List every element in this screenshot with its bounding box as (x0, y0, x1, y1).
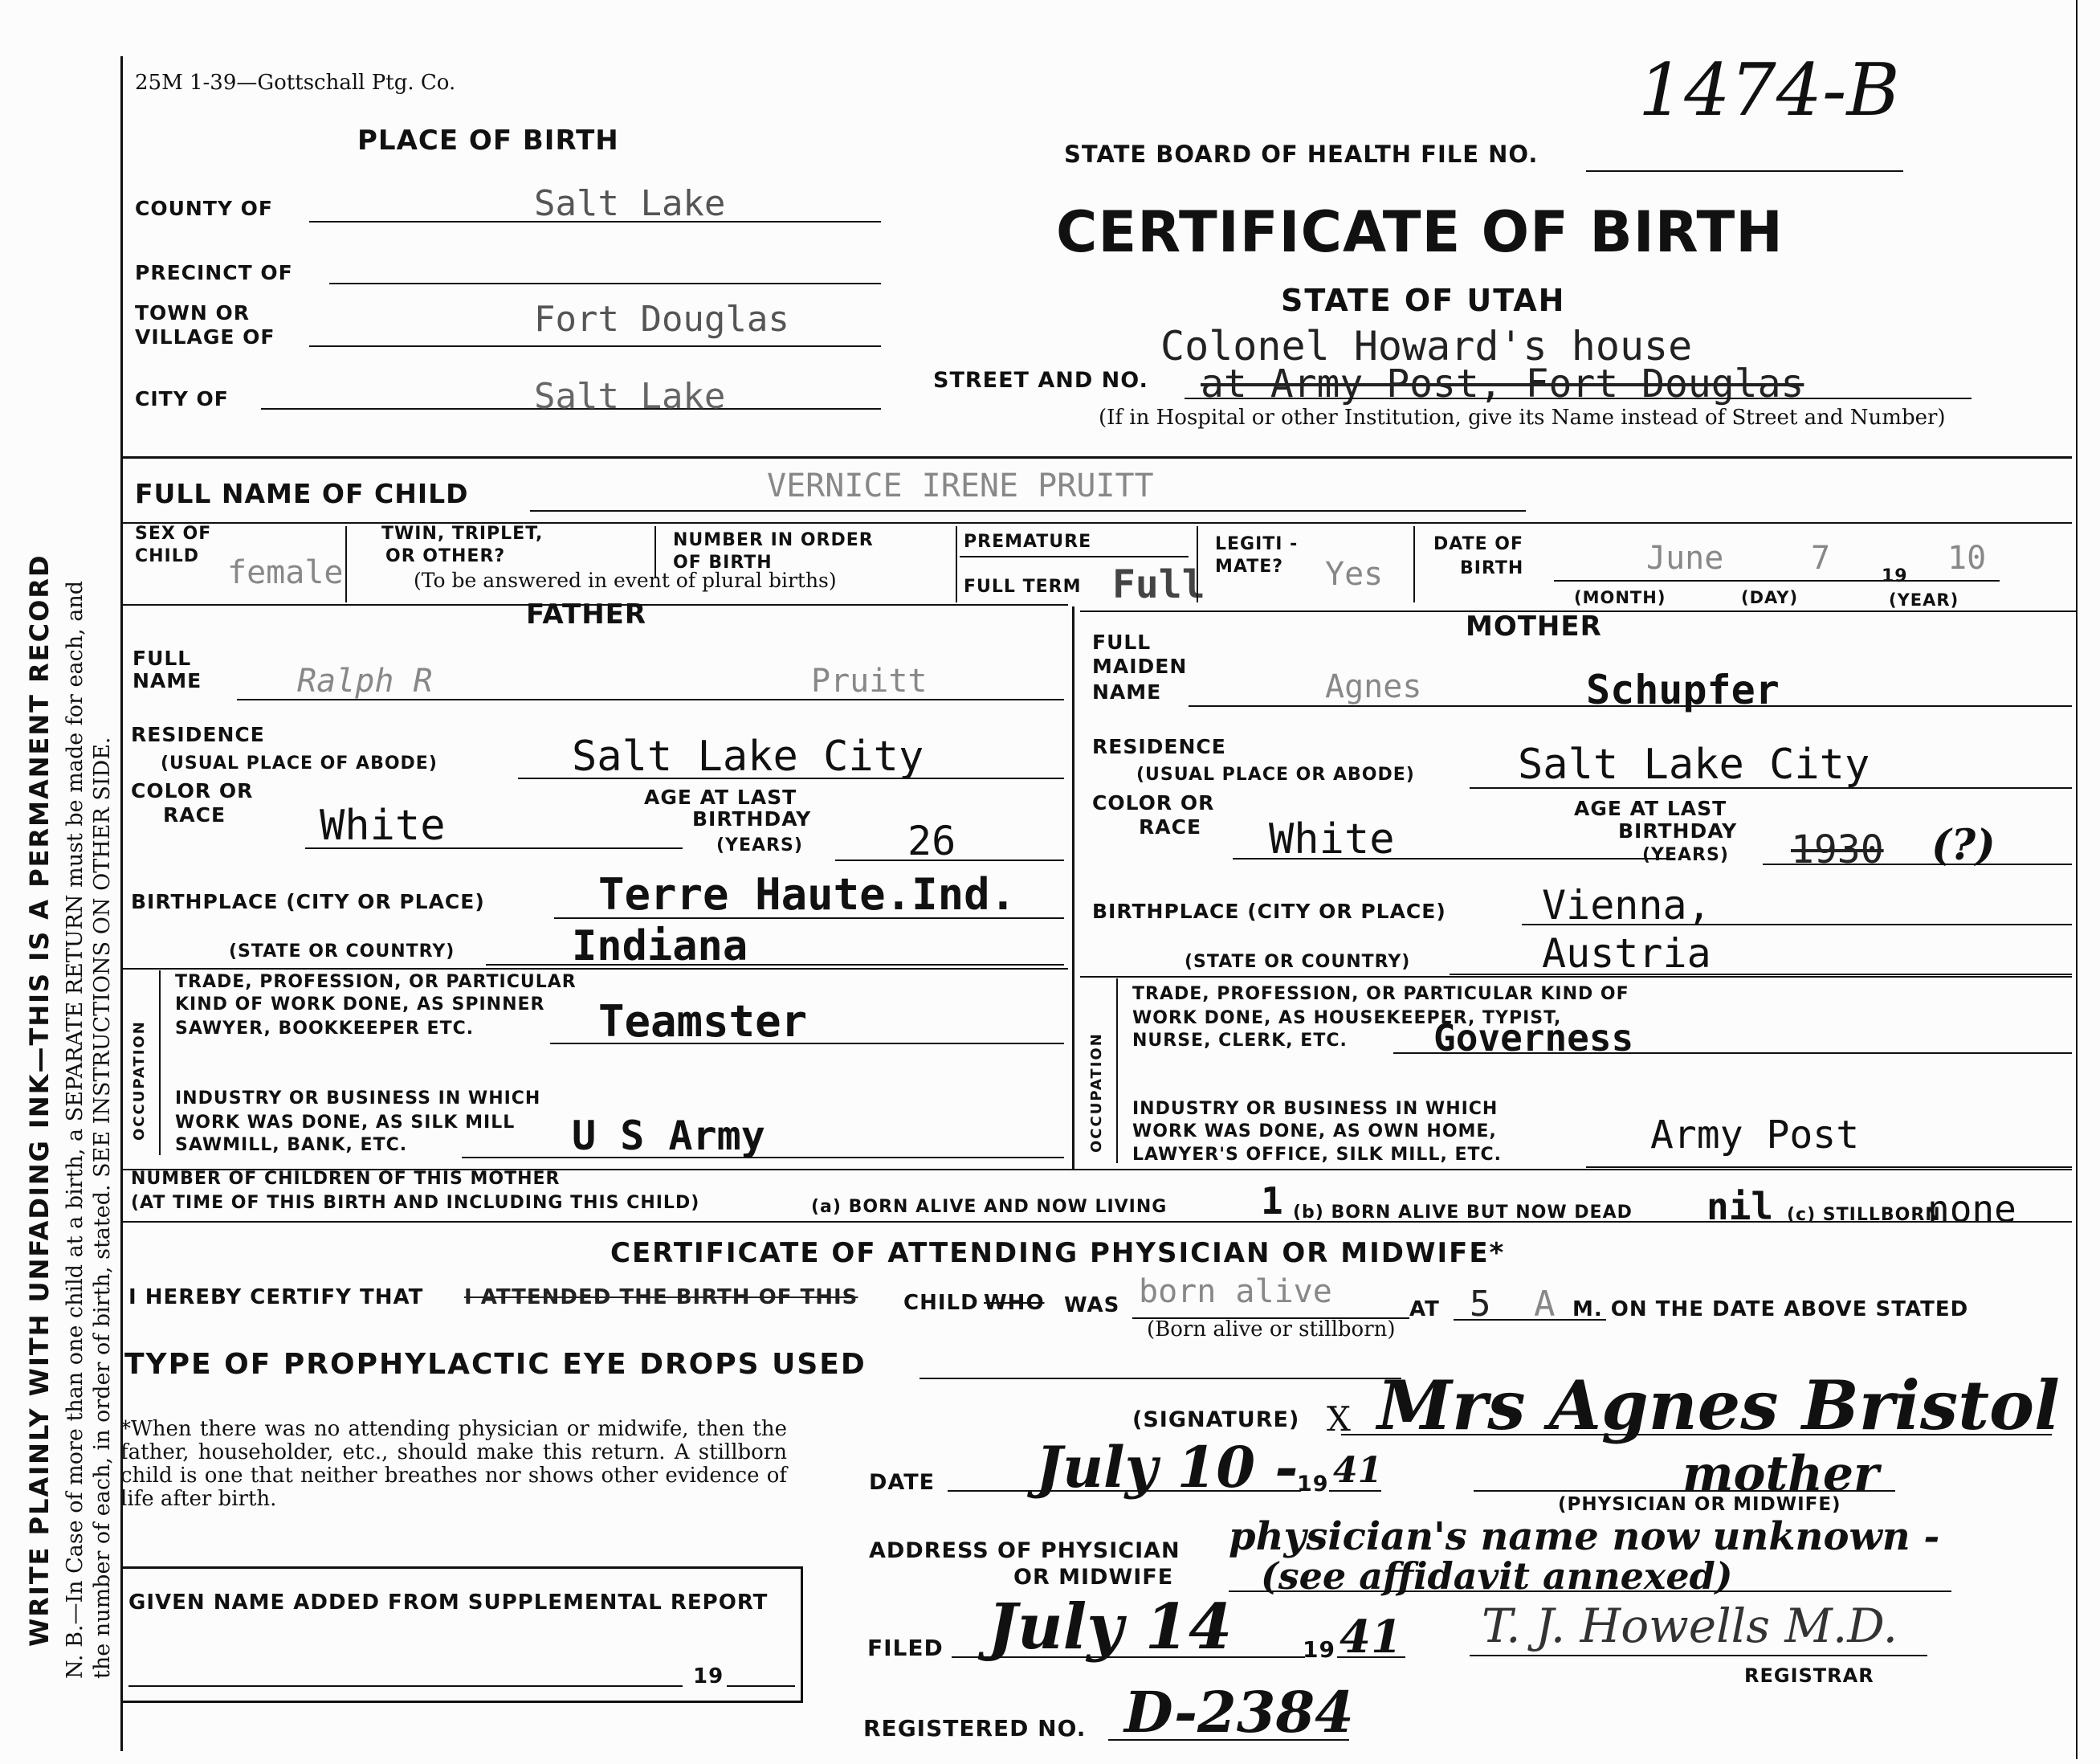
children-a-value: 1 (1261, 1179, 1283, 1223)
mother-industry-label-2: WORK WAS DONE, AS OWN HOME, (1132, 1121, 1497, 1141)
children-c-value: none (1927, 1187, 2016, 1231)
address-value-1: physician's name now unknown - (1229, 1514, 1940, 1559)
date-year: 41 (1333, 1450, 1383, 1491)
father-first-name: Ralph R (297, 663, 433, 700)
full-name-label: FULL NAME OF CHILD (135, 478, 469, 509)
mother-full-label-2: MAIDEN (1092, 655, 1188, 678)
supplemental-year-line (727, 1685, 795, 1687)
legit-label-2: MATE? (1215, 557, 1284, 577)
mother-color-label-1: COLOR OR (1092, 791, 1215, 815)
mother-state-value: Austria (1542, 930, 1711, 977)
registered-no-value: D-2384 (1124, 1679, 1354, 1746)
attending-heading: CERTIFICATE OF ATTENDING PHYSICIAN OR MIDWIFE* (610, 1237, 1506, 1269)
mother-trade-label-1: TRADE, PROFESSION, OR PARTICULAR KIND OF (1132, 984, 1629, 1004)
premature-line (960, 556, 1189, 557)
mother-birthplace-label: BIRTHPLACE (CITY OR PLACE) (1092, 900, 1446, 923)
registered-no-label: REGISTERED NO. (863, 1715, 1087, 1742)
town-value: Fort Douglas (534, 299, 789, 340)
year-label: (YEAR) (1889, 590, 1959, 610)
father-age-value: 26 (907, 818, 956, 864)
children-label-2: (AT TIME OF THIS BIRTH AND INCLUDING THIS CHILD) (131, 1193, 700, 1213)
term-value: Full (1112, 562, 1205, 607)
state-board-line (1586, 170, 1903, 172)
printer-mark: 25M 1-39—Gottschall Ptg. Co. (135, 71, 456, 95)
date-label: DATE (869, 1470, 936, 1495)
father-industry-label-1: INDUSTRY OR BUSINESS IN WHICH (175, 1088, 541, 1109)
children-a-label: (a) BORN ALIVE AND NOW LIVING (811, 1197, 1168, 1217)
father-industry-label-3: SAWMILL, BANK, ETC. (175, 1135, 408, 1155)
twin-label-2: OR OTHER? (385, 546, 506, 566)
am-mark: A (1534, 1284, 1556, 1325)
father-age-label-1: AGE AT LAST (644, 786, 797, 809)
filed-value: July 14 (988, 1590, 1233, 1664)
address-line (1229, 1590, 1951, 1592)
born-status-value: born alive (1139, 1273, 1332, 1310)
father-trade-value: Teamster (598, 996, 808, 1047)
order-label-2: OF BIRTH (673, 553, 773, 573)
children-b-label: (b) BORN ALIVE BUT NOW DEAD (1293, 1203, 1633, 1223)
sep-term (1197, 526, 1198, 602)
father-heading: FATHER (526, 598, 647, 631)
mother-trade-label-3: NURSE, CLERK, ETC. (1132, 1031, 1348, 1051)
filed-year: 41 (1340, 1611, 1402, 1664)
mother-heading: MOTHER (1466, 610, 1602, 643)
father-residence-label: RESIDENCE (131, 723, 265, 746)
father-last-name: Pruitt (811, 663, 928, 700)
mother-age-label-3: (YEARS) (1642, 845, 1729, 865)
mother-residence-value: Salt Lake City (1518, 741, 1870, 789)
day-label: (DAY) (1741, 588, 1799, 607)
filed-year-prefix: 19 (1303, 1636, 1335, 1663)
place-of-birth-heading: PLACE OF BIRTH (357, 125, 619, 157)
certify-struck: I ATTENDED THE BIRTH OF THIS (464, 1285, 858, 1309)
mother-color-value: White (1269, 815, 1395, 864)
date-year-prefix: 19 (1297, 1472, 1329, 1497)
file-number-handwritten: 1474-B (1638, 48, 1900, 133)
role-label: (PHYSICIAN OR MIDWIFE) (1558, 1494, 1841, 1515)
dob-year: 10 (1947, 540, 1987, 577)
plural-note: (To be answered in event of plural births) (414, 569, 837, 592)
divider-place (120, 456, 2072, 459)
children-c-label: (c) STILLBORN (1787, 1205, 1941, 1225)
dob-day: 7 (1811, 540, 1831, 577)
father-industry-value: U S Army (572, 1113, 765, 1159)
eye-drops-line (920, 1378, 1401, 1379)
father-state-label: (STATE OR COUNTRY) (229, 941, 455, 962)
certify-text-2: CHILD (903, 1291, 979, 1315)
mother-trade-label-2: WORK DONE, AS HOUSEKEEPER, TYPIST, (1132, 1008, 1562, 1028)
precinct-label: PRECINCT OF (135, 261, 293, 284)
legit-value: Yes (1325, 556, 1384, 593)
mother-industry-label-1: INDUSTRY OR BUSINESS IN WHICH (1132, 1099, 1499, 1119)
mother-birthplace-value: Vienna, (1542, 882, 1711, 929)
father-full-label-1: FULL (133, 647, 192, 670)
father-birthplace-label: BIRTHPLACE (CITY OR PLACE) (131, 890, 485, 913)
date-value: July 10 - (1036, 1434, 1299, 1501)
street-struck: at Army Post, Fort Douglas (1201, 361, 1804, 406)
full-name-line (530, 510, 1526, 512)
filed-year-line (1337, 1656, 1405, 1658)
full-name-value: VERNICE IRENE PRUITT (767, 468, 1154, 504)
father-residence-value: Salt Lake City (572, 733, 924, 781)
signature-label: (SIGNATURE) (1132, 1407, 1300, 1432)
father-residence-sub: (USUAL PLACE OF ABODE) (161, 753, 438, 774)
date-year-line (1329, 1490, 1381, 1492)
mother-age-label-2: BIRTHDAY (1618, 819, 1738, 843)
street-inserted: Colonel Howard's house (1160, 323, 1693, 370)
mother-industry-value: Army Post (1650, 1113, 1860, 1158)
sidebar-permanent-record: WRITE PLAINLY WITH UNFADING INK—THIS IS A PERMANENT RECORD (24, 553, 55, 1647)
at-label: AT (1409, 1297, 1440, 1321)
supplemental-title: GIVEN NAME ADDED FROM SUPPLEMENTAL REPORT (128, 1590, 769, 1615)
mother-industry-line (1586, 1166, 2072, 1168)
mother-residence-sub: (USUAL PLACE OR ABODE) (1136, 765, 1415, 785)
footnote-note: *When there was no attending physician or midwife, then the father, householder, etc., should make this return. A stillborn child is one that neither breathes nor shows other evidence of life after birth. (120, 1417, 787, 1511)
address-label-1: ADDRESS OF PHYSICIAN (869, 1538, 1180, 1563)
dob-year-prefix: 19 (1882, 566, 1908, 586)
supplemental-line (128, 1685, 683, 1687)
street-label: STREET AND NO. (933, 368, 1148, 393)
sep-legit (1413, 526, 1415, 602)
registrar-label: REGISTRAR (1744, 1664, 1874, 1687)
mother-full-label-3: NAME (1092, 680, 1162, 704)
sep-order (956, 526, 957, 602)
address-value-2: (see affidavit annexed) (1261, 1554, 1733, 1598)
mother-age-struck: 1930 (1791, 827, 1884, 872)
precinct-line (329, 283, 881, 284)
father-full-label-2: NAME (133, 669, 202, 692)
mother-full-label-1: FULL (1092, 631, 1152, 654)
mother-first-name: Agnes (1325, 668, 1422, 705)
certify-text-1: I HEREBY CERTIFY THAT (128, 1285, 424, 1309)
county-label: COUNTY OF (135, 197, 274, 220)
divider-children-bottom (120, 1221, 2072, 1223)
town-line (309, 345, 881, 347)
time-suffix: M. ON THE DATE ABOVE STATED (1572, 1297, 1969, 1321)
mother-last-name: Schupfer (1586, 667, 1780, 713)
mother-occupation-vertical: OCCUPATION (1088, 1032, 1105, 1153)
father-trade-label-3: SAWYER, BOOKKEEPER ETC. (175, 1019, 475, 1039)
father-occ-bar (159, 970, 161, 1155)
eye-drops-label: TYPE OF PROPHYLACTIC EYE DROPS USED (124, 1348, 867, 1381)
father-color-value: White (320, 802, 446, 850)
father-occupation-vertical: OCCUPATION (131, 1020, 148, 1141)
mother-residence-label: RESIDENCE (1092, 735, 1226, 758)
dob-label-2: BIRTH (1460, 558, 1524, 578)
role-value: mother (1682, 1446, 1879, 1502)
sex-label-2: CHILD (135, 546, 200, 566)
mother-age-note: (?) (1931, 821, 1996, 870)
father-color-label-2: RACE (163, 803, 226, 827)
mother-state-label: (STATE OR COUNTRY) (1185, 952, 1411, 972)
registrar-signature: T. J. Howells M.D. (1482, 1599, 1898, 1653)
city-label: CITY OF (135, 387, 229, 410)
born-status-sub: (Born alive or stillborn) (1147, 1317, 1396, 1341)
sep-sex (345, 526, 347, 602)
state-board-label: STATE BOARD OF HEALTH FILE NO. (1064, 141, 1539, 168)
children-b-value: nil (1707, 1185, 1774, 1228)
street-line (1185, 398, 1972, 399)
mother-trade-value: Governess (1433, 1016, 1634, 1060)
month-label: (MONTH) (1574, 588, 1666, 607)
right-border (2076, 0, 2078, 1759)
street-note: (If in Hospital or other Institution, give its Name instead of Street and Number) (1099, 406, 1946, 430)
city-value: Salt Lake (534, 376, 726, 417)
father-birthplace-value: Terre Haute.Ind. (598, 869, 1017, 920)
legit-label-1: LEGITI - (1215, 534, 1299, 554)
father-state-value: Indiana (572, 922, 748, 970)
certificate-title: CERTIFICATE OF BIRTH (1056, 199, 1784, 265)
mother-occ-bar (1116, 978, 1118, 1163)
signature-x: X (1327, 1399, 1351, 1439)
time-value: 5 (1470, 1284, 1491, 1325)
sidebar-note-2: the number of each, in order of birth, stated. SEE INSTRUCTIONS ON OTHER SIDE. (90, 737, 115, 1679)
dob-line (1554, 580, 2000, 582)
father-age-label-2: BIRTHDAY (692, 807, 812, 831)
fullterm-label: FULL TERM (964, 577, 1082, 597)
mother-color-label-2: RACE (1139, 815, 1202, 839)
father-trade-label-2: KIND OF WORK DONE, AS SPINNER (175, 994, 545, 1015)
certify-struck-2: WHO (984, 1291, 1045, 1315)
dob-label-1: DATE OF (1433, 534, 1524, 554)
twin-label-1: TWIN, TRIPLET, (381, 524, 544, 544)
father-occ-top (120, 968, 1068, 970)
address-label-2: OR MIDWIFE (1013, 1565, 1174, 1590)
father-trade-label-1: TRADE, PROFESSION, OR PARTICULAR (175, 972, 577, 992)
sidebar-note-1: N. B.—In Case of more than one child at a birth, a SEPARATE RETURN must be made for each, and (63, 580, 88, 1679)
supplemental-year-prefix: 19 (693, 1664, 724, 1688)
premature-label: PREMATURE (964, 532, 1092, 552)
father-age-label-3: (YEARS) (716, 835, 803, 855)
parents-center-divider (1072, 606, 1074, 1169)
filed-label: FILED (867, 1635, 944, 1661)
children-label-1: NUMBER OF CHILDREN OF THIS MOTHER (131, 1169, 561, 1189)
sex-value: female (227, 554, 344, 591)
mother-occ-top (1080, 976, 2072, 978)
sex-label-1: SEX OF (135, 524, 212, 544)
town-label-1: TOWN OR (135, 301, 251, 325)
father-industry-label-2: WORK WAS DONE, AS SILK MILL (175, 1113, 516, 1133)
state-subtitle: STATE OF UTAH (1281, 283, 1566, 318)
registrar-line (1470, 1655, 1927, 1656)
father-color-label-1: COLOR OR (131, 779, 254, 802)
certify-text-3: WAS (1064, 1293, 1120, 1317)
county-value: Salt Lake (534, 183, 726, 224)
signature-value: Mrs Agnes Bristol (1377, 1366, 2060, 1445)
dob-month: June (1646, 540, 1724, 577)
mother-age-label-1: AGE AT LAST (1574, 797, 1727, 820)
mother-industry-label-3: LAWYER'S OFFICE, SILK MILL, ETC. (1132, 1145, 1503, 1165)
town-label-2: VILLAGE OF (135, 325, 275, 349)
order-label-1: NUMBER IN ORDER (673, 530, 874, 550)
